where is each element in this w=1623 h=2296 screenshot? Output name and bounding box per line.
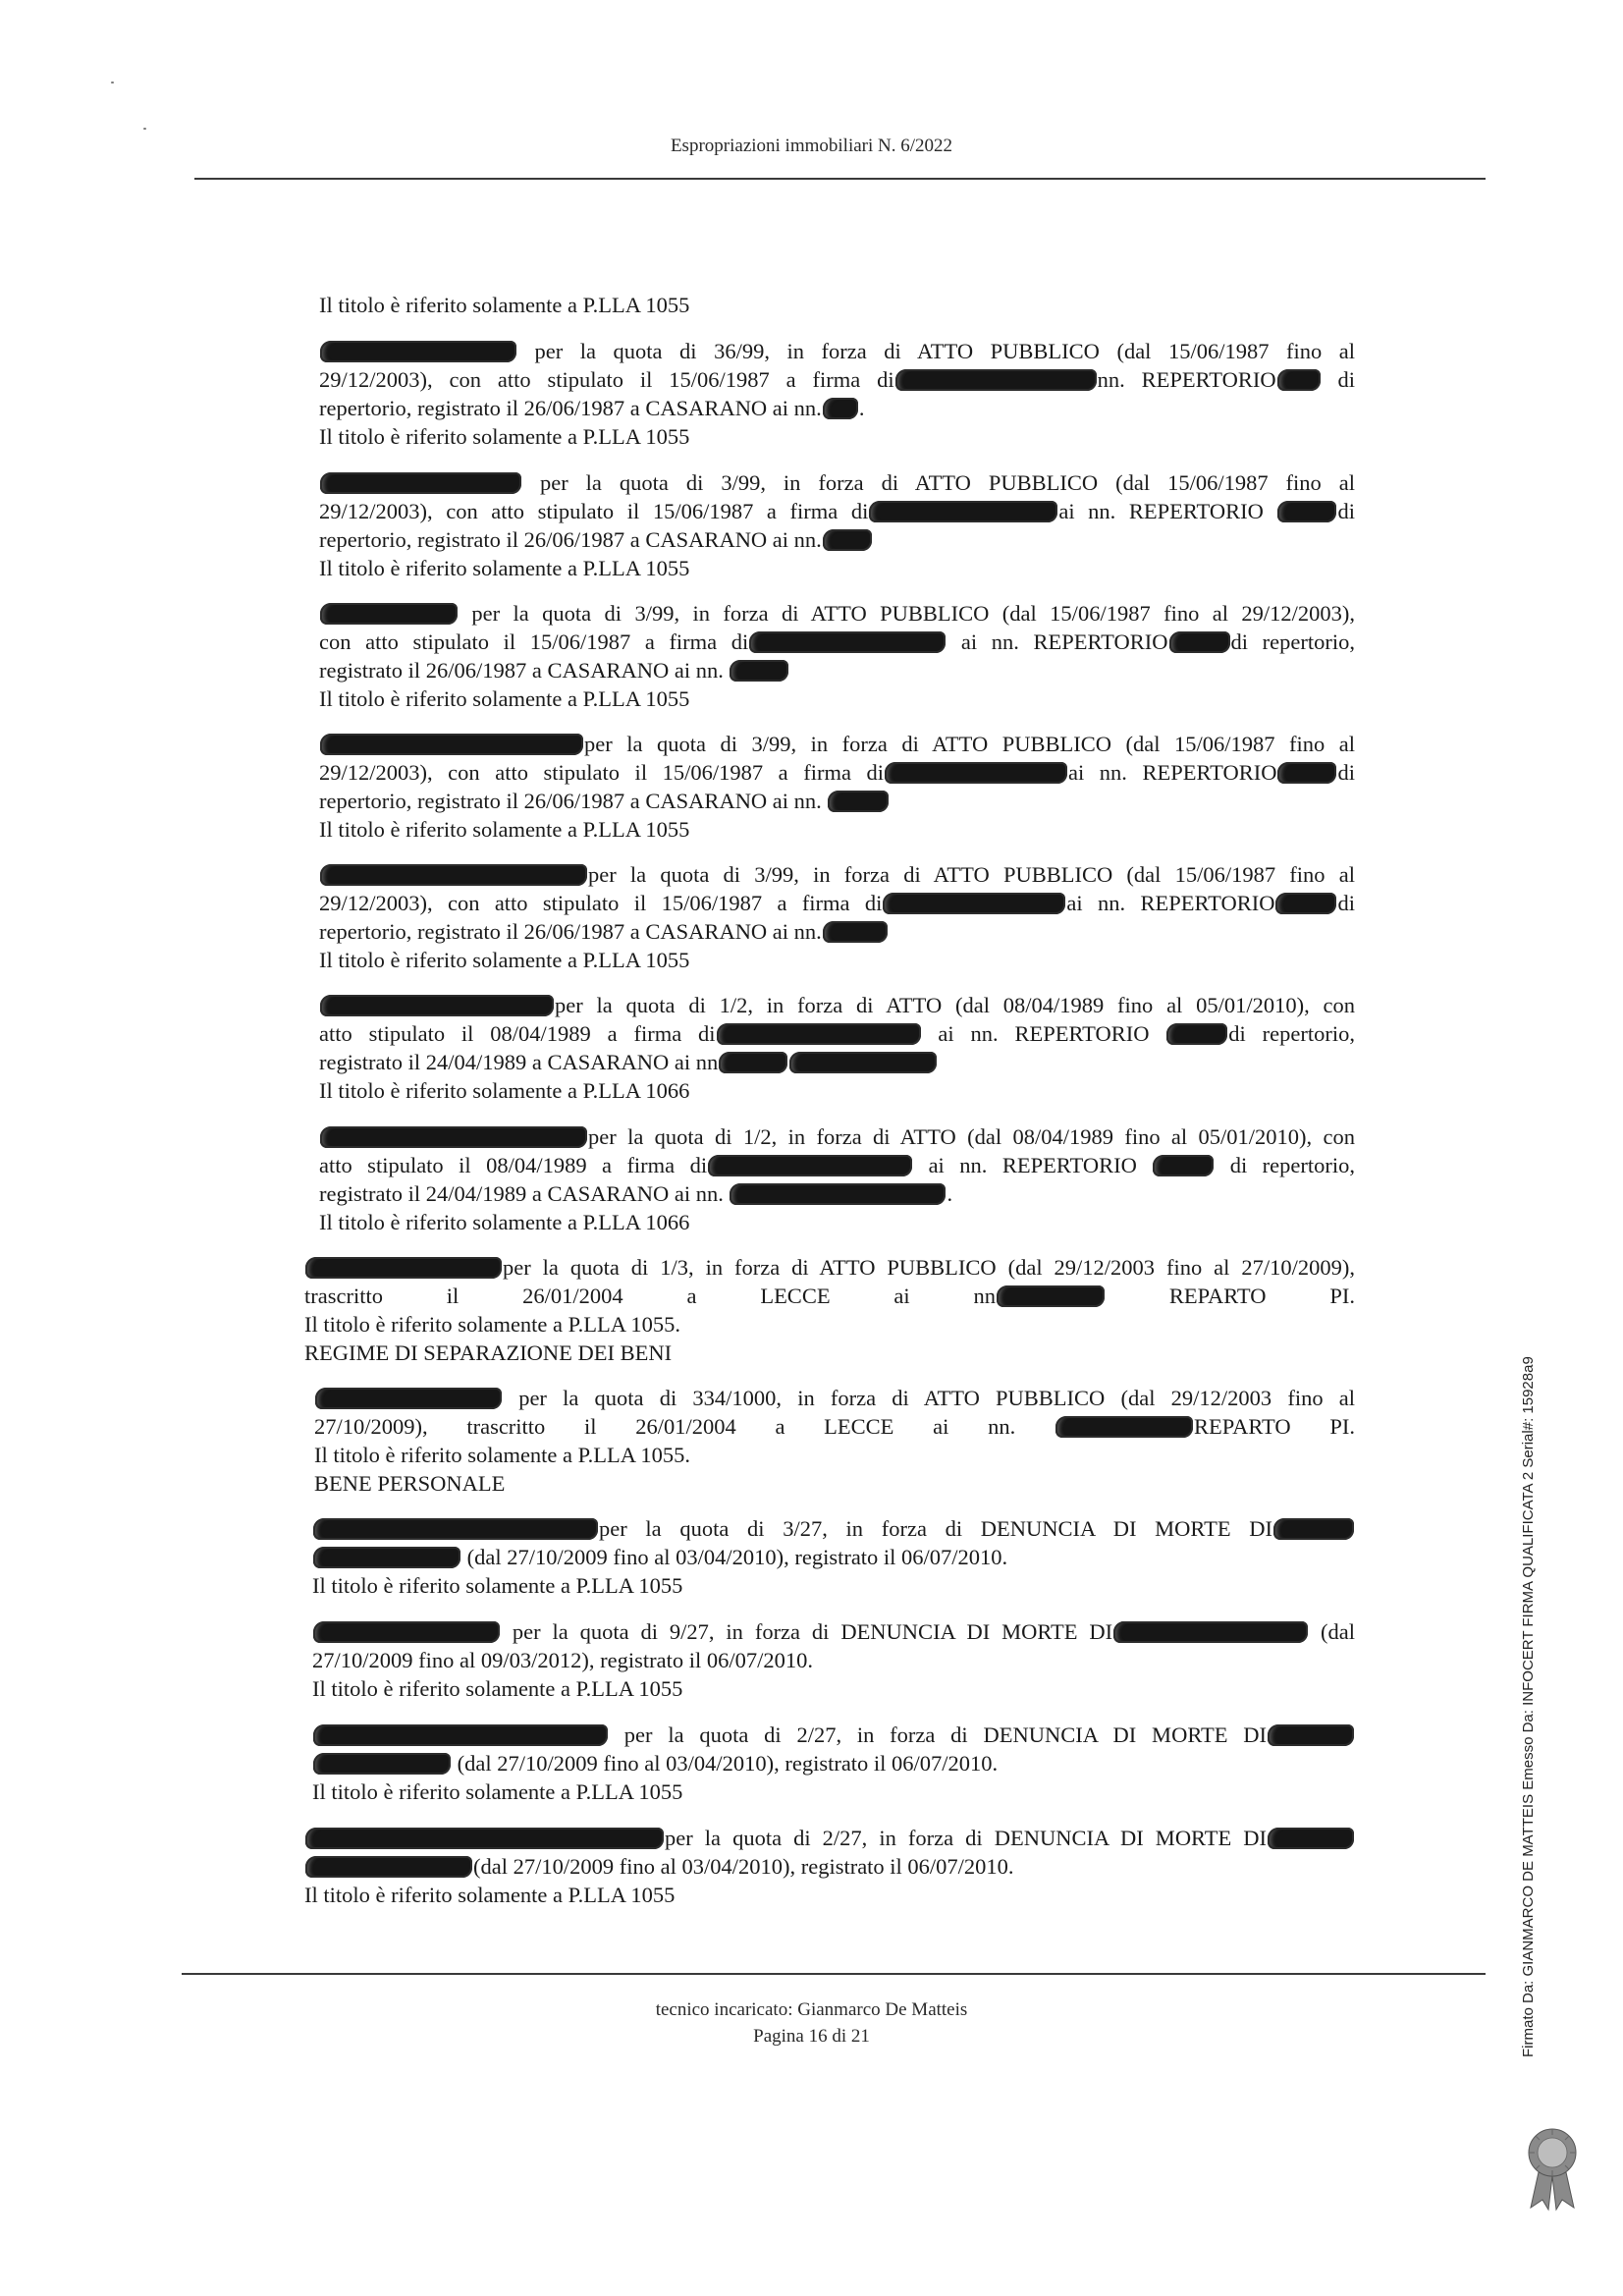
entry-text: per la quota di 3/99, in forza di ATTO PUBBLICO (dal 15/06/1987 fino al 29/12/2003), [459, 601, 1355, 626]
entry-text: nn. REPERTORIO [1097, 367, 1276, 392]
redaction-mark [828, 791, 889, 812]
redaction-mark [1268, 1828, 1354, 1849]
entry-text: per la quota di 1/3, in forza di ATTO PUBBLICO (dal 29/12/2003 fino al 27/10/2009), [503, 1255, 1355, 1280]
redaction-mark [315, 1388, 502, 1409]
entry-line [319, 730, 1355, 758]
entry-text: di [1337, 499, 1355, 523]
entry-line [319, 684, 1355, 713]
entry-line [319, 1179, 1355, 1208]
redaction-mark [1277, 369, 1321, 391]
entry-text: (dal 27/10/2009 fino al 03/04/2010), registrato il 06/07/2010. [461, 1545, 1008, 1569]
redaction-mark [313, 1518, 598, 1540]
redaction-mark [885, 762, 1067, 784]
entry-text: di repertorio, [1215, 1153, 1355, 1177]
redaction-mark [730, 1183, 946, 1205]
entry-line [312, 1514, 1355, 1543]
entry-text: per la quota di 1/2, in forza di ATTO (dal 08/04/1989 fino al 05/01/2010), con [555, 993, 1355, 1017]
redaction-mark [320, 1126, 587, 1148]
entry-line [319, 991, 1355, 1019]
certification-seal-icon [1525, 2123, 1580, 2212]
entry-text: repertorio, registrato il 26/06/1987 a CASARANO ai nn. [319, 919, 822, 944]
redaction-mark [749, 631, 946, 653]
entry-text: Il titolo è riferito solamente a P.LLA 1055 [319, 686, 690, 711]
entry-text: ai nn. REPERTORIO [1068, 760, 1277, 785]
entry-line [312, 1777, 1355, 1806]
entry-text: Il titolo è riferito solamente a P.LLA 1055 [312, 1676, 683, 1701]
entry-line [319, 337, 1355, 365]
redaction-mark [730, 660, 788, 682]
entry-line [319, 946, 1355, 974]
entry-text: per la quota di 334/1000, in forza di ATTO PUBBLICO (dal 29/12/2003 fino al [503, 1386, 1355, 1410]
entry-text: atto stipulato il 08/04/1989 a firma di [319, 1153, 708, 1177]
ownership-entry [304, 1253, 1355, 1367]
entry-text: di [1337, 760, 1355, 785]
entry-text: 29/12/2003), con atto stipulato il 15/06/1987 a firma di [319, 499, 869, 523]
entry-line [319, 1122, 1355, 1151]
entry-text: di repertorio, [1228, 1021, 1355, 1046]
entry-line [319, 787, 1355, 815]
redaction-mark [823, 398, 858, 419]
redaction-mark [719, 1052, 787, 1073]
entry-text: BENE PERSONALE [314, 1471, 506, 1496]
entry-text: Il titolo è riferito solamente a P.LLA 1055 [319, 556, 690, 580]
entry-text: per la quota di 2/27, in forza di DENUNCIA DI MORTE DI [665, 1826, 1267, 1850]
redaction-mark [320, 341, 516, 362]
entry-line [304, 1310, 1355, 1339]
entry-line [304, 1253, 1355, 1282]
entry-text: Il titolo è riferito solamente a P.LLA 1055 [319, 948, 690, 972]
entry-line [319, 365, 1355, 394]
entry-line [319, 554, 1355, 582]
redaction-mark [313, 1724, 608, 1746]
entry-text: registrato il 24/04/1989 a CASARANO ai nn. [319, 1181, 730, 1206]
entry-text: (dal [1309, 1619, 1355, 1644]
redaction-mark [823, 529, 872, 551]
redaction-mark [1166, 1023, 1227, 1045]
entry-line [319, 815, 1355, 844]
entry-line [312, 1571, 1355, 1600]
entry-text: 29/12/2003), con atto stipulato il 15/06/1987 a firma di [319, 760, 884, 785]
entry-text: (dal 27/10/2009 fino al 03/04/2010), registrato il 06/07/2010. [473, 1854, 1014, 1879]
entry-text: ai nn. REPERTORIO [913, 1153, 1153, 1177]
ownership-entry [319, 291, 1355, 319]
ownership-entry [312, 1617, 1355, 1703]
entry-text: REPARTO PI. [1105, 1284, 1355, 1308]
entry-text: di [1337, 891, 1355, 915]
entry-text: per la quota di 1/2, in forza di ATTO (dal 08/04/1989 fino al 05/01/2010), con [588, 1124, 1355, 1149]
entry-line [314, 1469, 1355, 1498]
entry-line [319, 758, 1355, 787]
entry-text: 29/12/2003), con atto stipulato il 15/06/1987 a firma di [319, 367, 894, 392]
digital-signature-text: Firmato Da: GIANMARCO DE MATTEIS Emesso Da: INFOCERT FIRMA QUALIFICATA 2 Serial#: 15928a9 [1520, 1356, 1537, 2057]
entry-text: ai nn. REPERTORIO [1058, 499, 1277, 523]
redaction-mark [305, 1856, 472, 1878]
entry-text: Il titolo è riferito solamente a P.LLA 1055 [312, 1779, 683, 1804]
entry-line [319, 599, 1355, 628]
footer-page-number: Pagina 16 di 21 [753, 2026, 870, 2047]
redaction-mark [823, 921, 888, 943]
entry-line [314, 1384, 1355, 1412]
entry-text: Il titolo è riferito solamente a P.LLA 1055 [319, 293, 690, 317]
entry-line [319, 1208, 1355, 1236]
ownership-entry [319, 337, 1355, 451]
redaction-mark [997, 1285, 1105, 1307]
redaction-mark [320, 734, 583, 755]
ownership-entry [319, 599, 1355, 713]
entry-text: Il titolo è riferito solamente a P.LLA 1055 [304, 1883, 676, 1907]
entry-text: . [858, 396, 865, 420]
entry-text: per la quota di 3/99, in forza di ATTO PUBBLICO (dal 15/06/1987 fino al [522, 470, 1355, 495]
entry-text: . [947, 1181, 953, 1206]
entry-line [319, 860, 1355, 889]
entry-text: di [1321, 367, 1355, 392]
entry-line [312, 1721, 1355, 1749]
redaction-mark [313, 1621, 500, 1643]
ownership-entry [319, 991, 1355, 1105]
redaction-mark [883, 893, 1065, 914]
entry-line [319, 656, 1355, 684]
footer-divider [182, 1973, 1486, 1975]
entry-text: repertorio, registrato il 26/06/1987 a CASARANO ai nn. [319, 527, 822, 552]
redaction-mark [320, 995, 554, 1016]
redaction-mark [1277, 501, 1336, 522]
entry-text: per la quota di 2/27, in forza di DENUNCIA DI MORTE DI [609, 1722, 1267, 1747]
entry-text: di repertorio, [1230, 629, 1355, 654]
redaction-mark [1268, 1724, 1354, 1746]
entry-text: con atto stipulato il 15/06/1987 a firma di [319, 629, 749, 654]
redaction-mark [717, 1023, 921, 1045]
entry-text: REPARTO PI. [1193, 1414, 1355, 1439]
entry-text: per la quota di 36/99, in forza di ATTO PUBBLICO (dal 15/06/1987 fino al [517, 339, 1355, 363]
entry-line [312, 1646, 1355, 1674]
entry-line [319, 468, 1355, 497]
entry-text: trascritto il 26/01/2004 a LECCE ai nn [304, 1284, 996, 1308]
entry-line [312, 1749, 1355, 1777]
entry-text: Il titolo è riferito solamente a P.LLA 1055 [319, 817, 690, 842]
entry-text: Il titolo è riferito solamente a P.LLA 1066 [319, 1078, 690, 1103]
redaction-mark [1113, 1621, 1308, 1643]
redaction-mark [305, 1257, 502, 1279]
redaction-mark [320, 472, 521, 494]
entry-line [312, 1674, 1355, 1703]
entry-text: REGIME DI SEPARAZIONE DEI BENI [304, 1340, 673, 1365]
ownership-entry [319, 860, 1355, 974]
redaction-mark [1169, 631, 1230, 653]
entry-text: Il titolo è riferito solamente a P.LLA 1055. [314, 1443, 691, 1467]
entry-text: ai nn. REPERTORIO [921, 1021, 1166, 1046]
entry-line [319, 1151, 1355, 1179]
entry-text: registrato il 24/04/1989 a CASARANO ai nn [319, 1050, 719, 1074]
redaction-mark [869, 501, 1057, 522]
entry-text: (dal 27/10/2009 fino al 03/04/2010), registrato il 06/07/2010. [452, 1751, 999, 1776]
ownership-entry [319, 1122, 1355, 1236]
entry-line [319, 1076, 1355, 1105]
entry-text: Il titolo è riferito solamente a P.LLA 1055. [304, 1312, 681, 1337]
entry-line [319, 525, 1355, 554]
entry-text: Il titolo è riferito solamente a P.LLA 1066 [319, 1210, 690, 1234]
redaction-mark [1275, 893, 1336, 914]
entry-text: per la quota di 9/27, in forza di DENUNCIA DI MORTE DI [501, 1619, 1113, 1644]
entry-line [319, 1019, 1355, 1048]
ownership-entry [319, 730, 1355, 844]
entry-line [304, 1282, 1355, 1310]
entry-text: 29/12/2003), con atto stipulato il 15/06/1987 a firma di [319, 891, 883, 915]
entry-text: ai nn. REPERTORIO [1066, 891, 1275, 915]
entry-line [312, 1617, 1355, 1646]
redaction-mark [320, 603, 458, 625]
entry-text: 27/10/2009), trascritto il 26/01/2004 a LECCE ai nn. [314, 1414, 1055, 1439]
entry-line [319, 422, 1355, 451]
page-header-title: Espropriazioni immobiliari N. 6/2022 [670, 136, 953, 156]
footer-technician: tecnico incaricato: Gianmarco De Matteis [655, 1999, 968, 2020]
redaction-mark [320, 864, 587, 886]
entry-line [319, 497, 1355, 525]
ownership-entry [312, 1721, 1355, 1806]
entry-line [319, 628, 1355, 656]
entry-text: atto stipulato il 08/04/1989 a firma di [319, 1021, 716, 1046]
entry-text: per la quota di 3/27, in forza di DENUNCIA DI MORTE DI [599, 1516, 1272, 1541]
entry-line [304, 1852, 1355, 1881]
redaction-mark [1277, 762, 1336, 784]
entry-text: per la quota di 3/99, in forza di ATTO PUBBLICO (dal 15/06/1987 fino al [588, 862, 1355, 887]
entry-line [314, 1412, 1355, 1441]
redaction-mark [1273, 1518, 1354, 1540]
entry-text: Il titolo è riferito solamente a P.LLA 1055 [312, 1573, 683, 1598]
entry-line [319, 291, 1355, 319]
entry-line [312, 1543, 1355, 1571]
redaction-mark [1153, 1155, 1214, 1176]
entry-text: repertorio, registrato il 26/06/1987 a CASARANO ai nn. [319, 789, 828, 813]
ownership-entry [314, 1384, 1355, 1498]
redaction-mark [305, 1828, 664, 1849]
entry-text: Il titolo è riferito solamente a P.LLA 1055 [319, 424, 690, 449]
ownership-entry [304, 1824, 1355, 1909]
redaction-mark [789, 1052, 937, 1073]
redaction-mark [708, 1155, 912, 1176]
entry-line [314, 1441, 1355, 1469]
entry-line [304, 1881, 1355, 1909]
entry-line [304, 1339, 1355, 1367]
entry-line [319, 917, 1355, 946]
ownership-entry [312, 1514, 1355, 1600]
entry-line [304, 1824, 1355, 1852]
entry-text: 27/10/2009 fino al 09/03/2012), registrato il 06/07/2010. [312, 1648, 813, 1672]
entry-line [319, 889, 1355, 917]
redaction-mark [1055, 1416, 1193, 1438]
entry-text: ai nn. REPERTORIO [947, 629, 1168, 654]
entry-text: repertorio, registrato il 26/06/1987 a CASARANO ai nn. [319, 396, 822, 420]
entry-line [319, 394, 1355, 422]
redaction-mark [895, 369, 1097, 391]
entry-line [319, 1048, 1355, 1076]
redaction-mark [313, 1753, 451, 1775]
entry-text: per la quota di 3/99, in forza di ATTO PUBBLICO (dal 15/06/1987 fino al [584, 732, 1355, 756]
redaction-mark [313, 1547, 460, 1568]
entry-text: registrato il 26/06/1987 a CASARANO ai nn. [319, 658, 730, 683]
ownership-entry [319, 468, 1355, 582]
